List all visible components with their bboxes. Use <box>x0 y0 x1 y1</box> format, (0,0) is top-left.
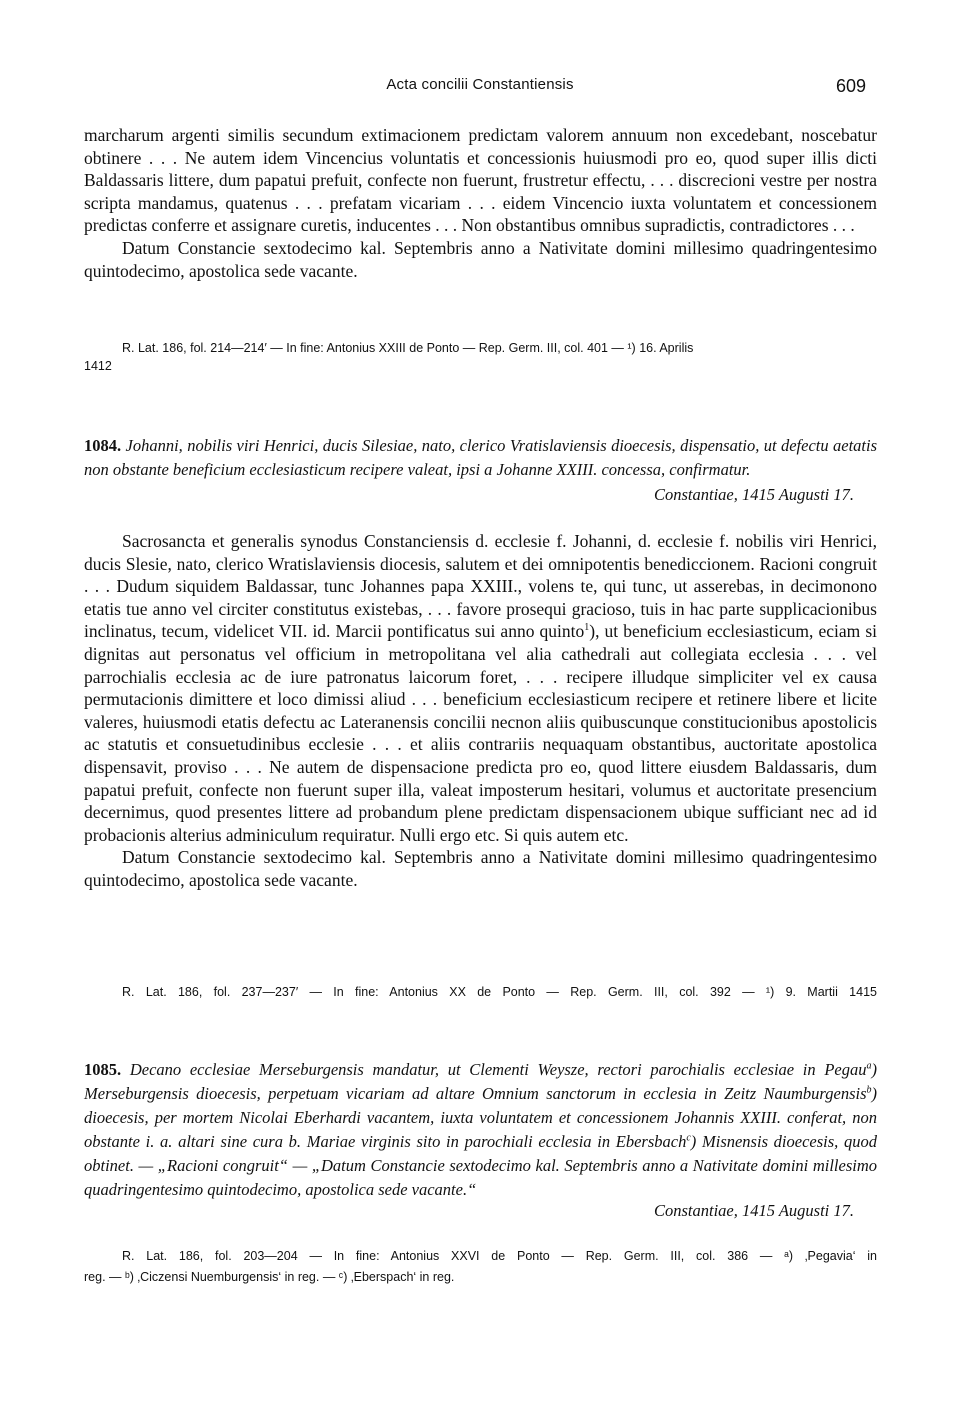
source-note-continued: reg. — ᵇ) ‚Ciczensi Nuemburgensis‘ in reg. — ᶜ) ‚Eberspach‘ in reg. <box>84 1270 455 1284</box>
footnote-mark: a <box>866 1060 872 1072</box>
charter-text-part-b: ), ut beneficium ecclesiasticum, eciam si dignitas aut personatus vel officium in metropolitana vel alia cathedrali aut collegiata ecclesia . . . vel parrochialis ecclesia ac de iure patronatus laicorum foret, . . . recipere illudque simpliciter vel ex causa permutacionis dimittere et loco dimissi aliud . . . beneficium ecclesiasticum recipere et retinere libere et licite valeres, huiusmodi etatis defectu ac Lateranensis concilii necnon aliis quibuscunque constitucionibus apostolicis ac statutis et consuetudinibus ecclesie . . . et aliis contrariis nequaquam obstantibus, auctoritate apostolica dispensavit, proviso . . . Ne autem de dispensacione predicta pro eo, quod littere eiusdem Baldassaris, dum papatui prefuit, confecte non fuerunt super illa, valeat imposterum hesitari, volumus et auctoritate presencium decernimus, quod presentes littere ad probandum plene predictam dispensacionem ubique sufficiant nec ad id probacionis alterius adminiculum requiratur. Nulli ergo etc. Si quis autem etc. <box>84 621 878 845</box>
footnote-mark: 1 <box>584 622 590 634</box>
charter-text <box>84 530 877 846</box>
source-note-continued: 1412 <box>84 359 112 373</box>
regest-text: Johanni, nobilis viri Henrici, ducis Silesiae, nato, clerico Vratislaviensis dioecesis, dispensatio, ut defectu aetatis non obstante beneficium ecclesiasticum recipere valeat, ipsi a Johanne XXIII. concessa, confirmatur. <box>84 436 877 479</box>
page-number: 609 <box>836 76 867 96</box>
entry-1085-place-date: Constantiae, 1415 Augusti 17. <box>654 1201 854 1220</box>
source-note: R. Lat. 186, fol. 203—204 — In fine: Antonius XXVI de Ponto — Rep. Germ. III, col. 386 — ᵃ) ‚Pegavia‘ in <box>122 1249 877 1263</box>
continuation-text-block <box>84 124 877 282</box>
entry-1084-body <box>84 530 877 892</box>
regest-text-part-2: ) Merseburgensis dioecesis, perpetuam vicariam ad altare Omnium sanctorum in ecclesia in Zeitz Naumburgensis <box>84 1060 878 1103</box>
footnote-mark: b <box>866 1084 872 1096</box>
source-note: R. Lat. 186, fol. 237—237′ — In fine: Antonius XX de Ponto — Rep. Germ. III, col. 392 — ¹) 9. Martii 1415 <box>122 985 877 999</box>
footnote-mark: c <box>686 1132 691 1144</box>
regest-text-part-4: ) Misnensis dioecesis, quod obtinet. — „Racioni congruit“ — „Datum Constancie sextodecimo kal. Septembris anno a Nativitate domini millesimo quadringentesimo quintodecimo, apostolica sede vacante.“ <box>84 1132 877 1199</box>
source-note: R. Lat. 186, fol. 214—214′ — In fine: Antonius XXIII de Ponto — Rep. Germ. III, col. 401 — ¹) 16. Aprilis <box>122 341 694 355</box>
datum-line: Datum Constancie sextodecimo kal. Septembris anno a Nativitate domini millesimo quadringentesimo quintodecimo, apostolica sede vacante. <box>84 847 877 890</box>
entry-number: 1085. <box>84 1060 122 1079</box>
entry-number: 1084. <box>84 436 122 455</box>
entry-1084-place-date: Constantiae, 1415 Augusti 17. <box>654 485 854 504</box>
entry-1084-regest <box>84 434 877 482</box>
datum-line: Datum Constancie sextodecimo kal. Septembris anno a Nativitate domini millesimo quadringentesimo quintodecimo, apostolica sede vacante. <box>84 237 877 281</box>
continuation-paragraph: marcharum argenti similis secundum extimacionem predictam valorem annuum non excedebant, noscebatur obtinere . . . Ne autem idem Vincencius voluntatis et concessionis huiusmodi pro eo, quod super illis dicti Baldassaris littere, dum papatui prefuit, confecte non fuerunt, frustretur effectu, . . . discrecioni vestre per nostra scripta mandamus, quatenus . . . prefatam vicariam . . . eidem Vincencio iuxta voluntatem et concessionem predictas conferre et assignare curetis, inducentes . . . Non obstantibus omnibus supradictis, contradictores . . . <box>84 125 877 236</box>
regest-text-part-3: ) dioecesis, per mortem Nicolai Eberhardi vacantem, iuxta voluntatem et concessionem Johannis XXIII. conferat, non obstante i. a. altari sine cura b. Mariae virginis sito in parochiali ecclesia in Ebersbach <box>84 1084 877 1151</box>
regest-text-part-1: Decano ecclesiae Merseburgensis mandatur, ut Clementi Weysze, rectori parochialis ecclesiae in Pegau <box>129 1060 867 1079</box>
entry-1085-regest <box>84 1058 877 1202</box>
charter-text-part-a: Sacrosancta et generalis synodus Constanciensis d. ecclesie f. Johanni, d. ecclesie f. nobilis viri Henrici, ducis Slesie, nato, clerico Wratislaviensis diocesis, salutem et dei omnipotentis benediccionem. Racioni congruit . . . Dudum siquidem Baldassar, tunc Johannes papa XXIII., volens te, qui tunc, ut asserebas, in decimonono etatis tue anno vel circiter constitutus existebas, . . . favore prosequi gracioso, tuis in hac parte supplicacionibus inclinatus, tecum, videlicet VII. id. Marcii pontificatus sui anno quinto <box>84 531 877 642</box>
running-header-title: Acta concilii Constantiensis <box>386 76 574 93</box>
